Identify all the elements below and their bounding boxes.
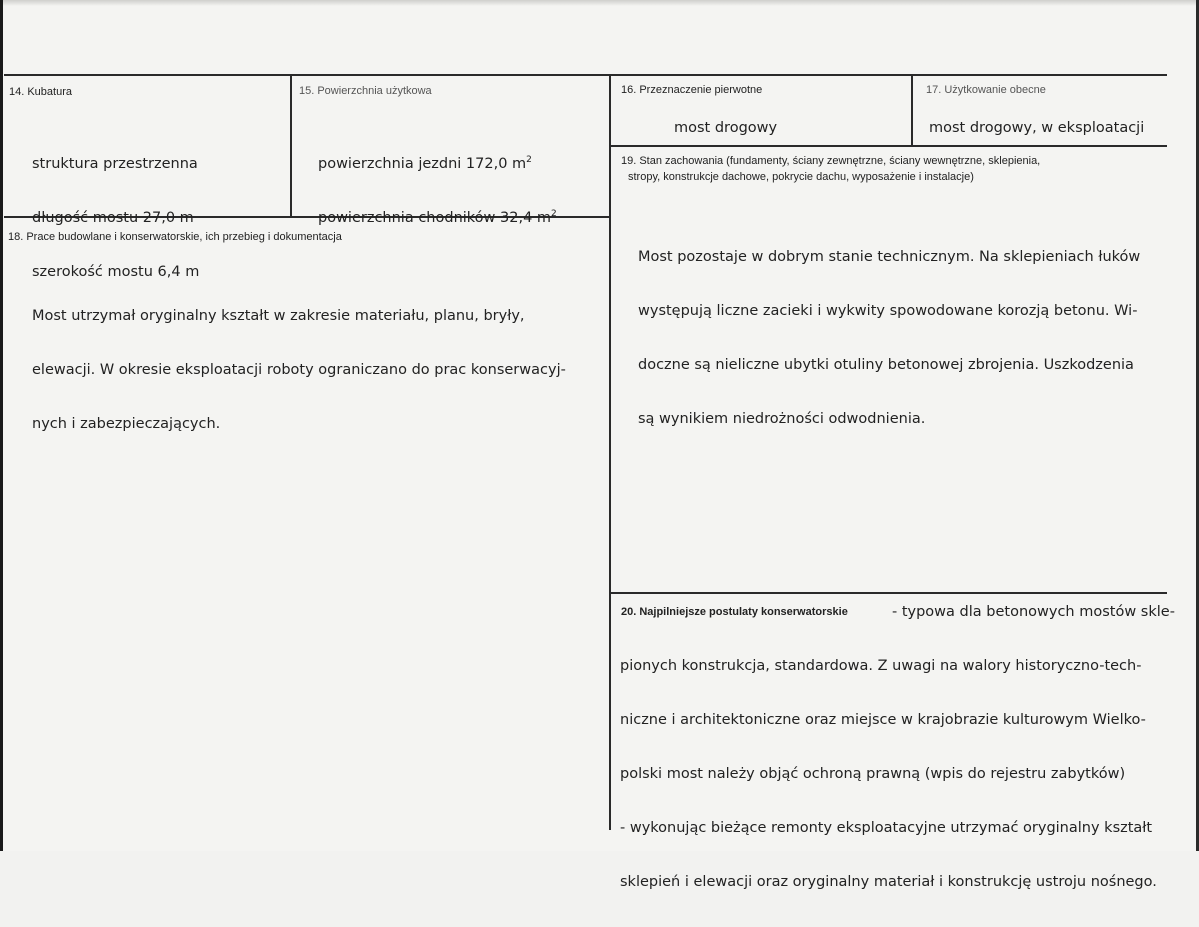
- field-19-line: występują liczne zacieki i wykwity spowodowane korozją betonu. Wi-: [638, 303, 1138, 319]
- field-20-line: - wykonując bieżące remonty eksploatacyjne utrzymać oryginalny kształt: [620, 820, 1153, 836]
- field-17-label: 17. Użytkowanie obecne: [926, 84, 1046, 96]
- field-17-value: most drogowy, w eksploatacji: [929, 120, 1145, 136]
- scan-shadow: [0, 0, 1199, 6]
- field-14-line: szerokość mostu 6,4 m: [32, 264, 200, 280]
- field-19-value: [638, 212, 1140, 464]
- divider-center: [609, 74, 611, 830]
- field-14-line: struktura przestrzenna: [32, 156, 198, 172]
- field-18-line: nych i zabezpieczających.: [32, 416, 221, 432]
- field-20-line: sklepień i elewacji oraz oryginalny materiał i konstrukcję ustroju nośnego.: [620, 874, 1157, 890]
- field-15-line: powierzchnia jezdni 172,0 m: [318, 156, 527, 172]
- field-19-line: doczne są nieliczne ubytki otuliny betonowej zbrojenia. Uszkodzenia: [638, 357, 1134, 373]
- field-18-label: 18. Prace budowlane i konserwatorskie, ich przebieg i dokumentacja: [8, 231, 342, 243]
- field-20-label: [621, 606, 848, 618]
- divider-14-15: [290, 74, 292, 218]
- field-15-label: 15. Powierzchnia użytkowa: [299, 85, 432, 97]
- field-14-line: długość mostu 27,0 m: [32, 210, 194, 226]
- field-19-label-line: 19. Stan zachowania (fundamenty, ściany zewnętrzne, ściany wewnętrzne, sklepienia,: [621, 155, 1041, 167]
- divider-16-17: [911, 74, 913, 146]
- scan-edge-left: [0, 0, 3, 851]
- field-19-label-cont: [628, 171, 974, 183]
- top-rule: [4, 74, 1167, 76]
- field-15-value: [318, 119, 557, 263]
- rule-above-20: [609, 592, 1167, 594]
- field-18-value: [32, 271, 566, 469]
- field-19-label: [621, 155, 1040, 167]
- unit-exponent: 2: [551, 209, 557, 219]
- field-14-label: 14. Kubatura: [9, 86, 72, 98]
- field-18-line: Most utrzymał oryginalny kształt w zakresie materiału, planu, bryły,: [32, 308, 525, 324]
- field-20-first-line: - typowa dla betonowych mostów skle-: [892, 604, 1175, 620]
- unit-exponent: 2: [526, 155, 532, 165]
- rule-under-16-17: [609, 145, 1167, 147]
- field-16-value: most drogowy: [674, 120, 778, 136]
- field-19-label-line: stropy, konstrukcje dachowe, pokrycie dachu, wyposażenie i instalacje): [628, 171, 974, 183]
- field-20-label-text: 20. Najpilniejsze postulaty konserwatorskie: [621, 606, 848, 618]
- field-19-line: Most pozostaje w dobrym stanie technicznym. Na sklepieniach łuków: [638, 249, 1141, 265]
- field-20-line: polski most należy objąć ochroną prawną (wpis do rejestru zabytków): [620, 766, 1126, 782]
- field-20-value: [620, 621, 1157, 927]
- field-15-line: powierzchnia chodników 32,4 m: [318, 210, 552, 226]
- field-16-label: 16. Przeznaczenie pierwotne: [621, 84, 763, 96]
- field-19-line: są wynikiem niedrożności odwodnienia.: [638, 411, 926, 427]
- field-18-line: elewacji. W okresie eksploatacji roboty ograniczano do prac konserwacyj-: [32, 362, 566, 378]
- field-20-line: niczne i architektoniczne oraz miejsce w krajobrazie kulturowym Wielko-: [620, 712, 1146, 728]
- field-20-line: pionych konstrukcja, standardowa. Z uwagi na walory historyczno-tech-: [620, 658, 1142, 674]
